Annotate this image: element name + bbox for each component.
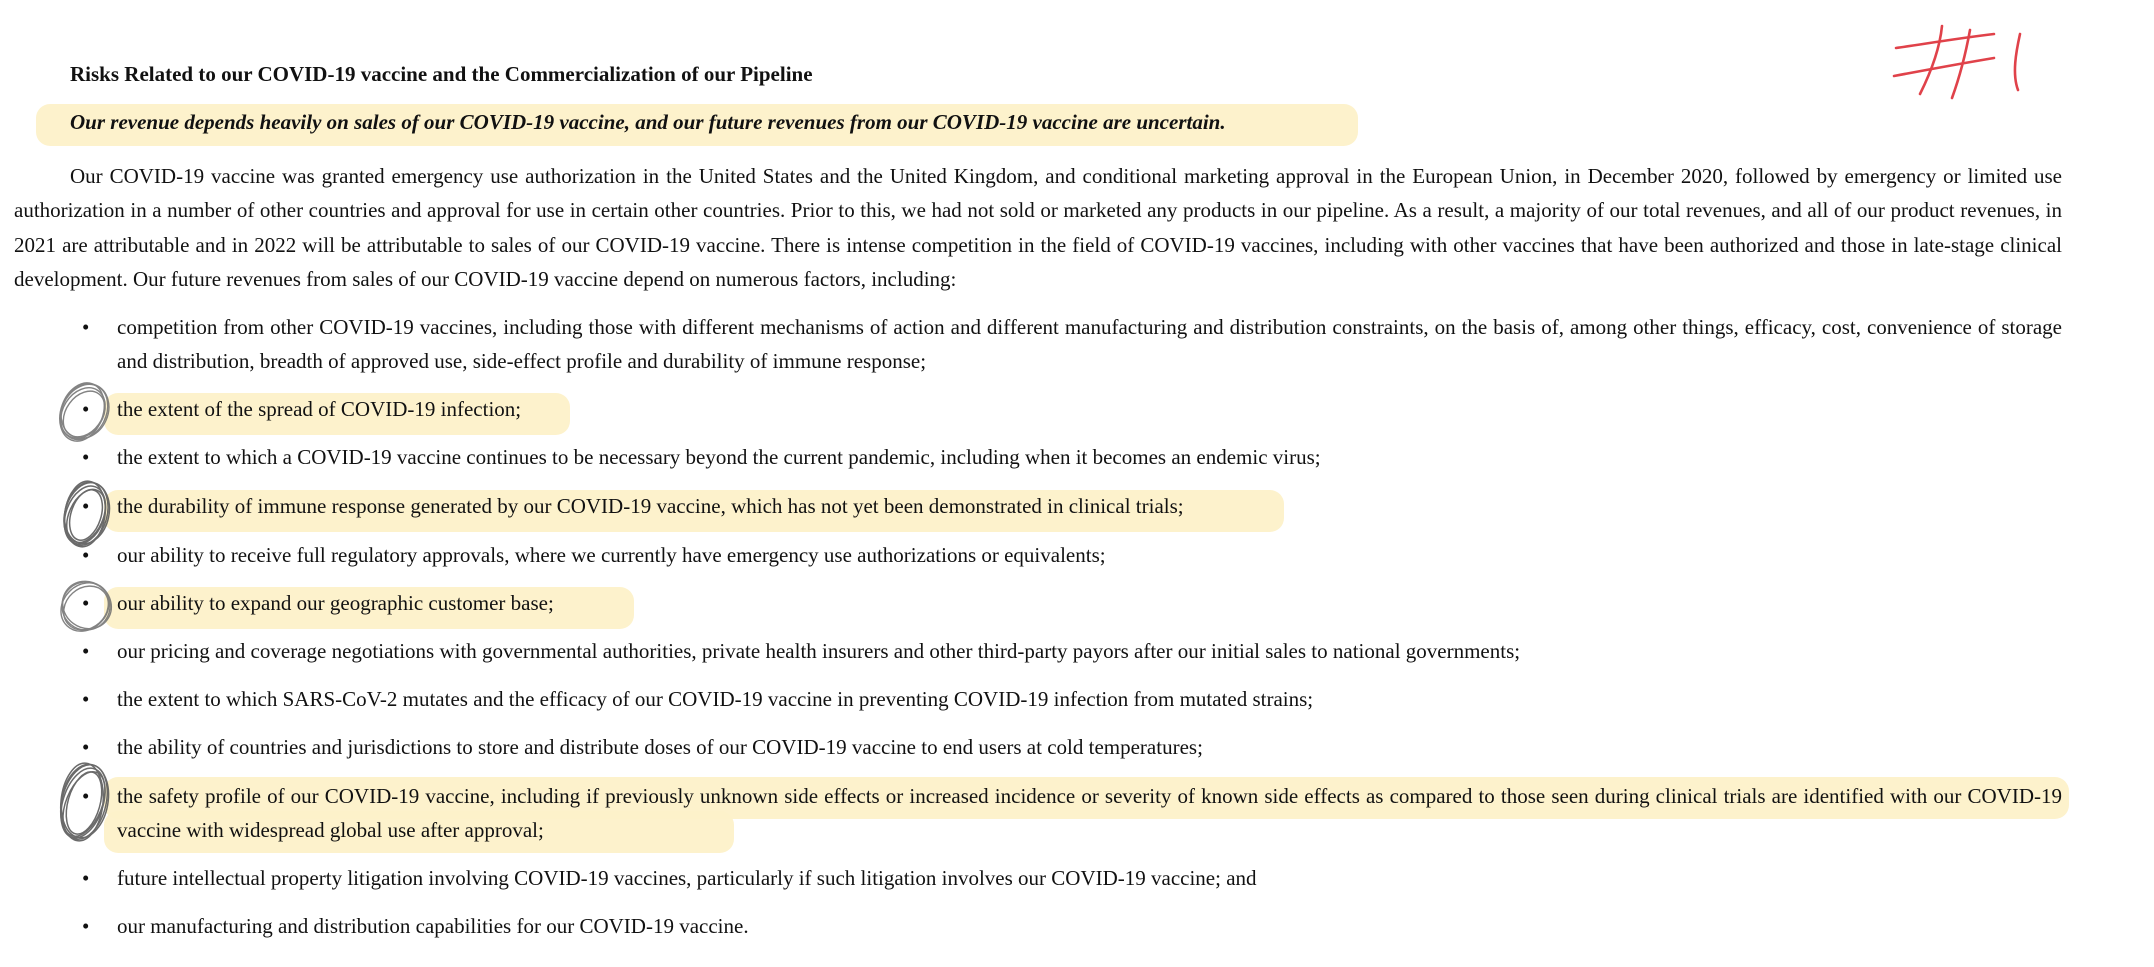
list-item [82, 310, 2062, 379]
list-item [82, 586, 2062, 620]
bullet-marker: • [82, 735, 90, 759]
list-item-text: the extent to which SARS-CoV-2 mutates and the efficacy of our COVID-19 vaccine in preventing COVID-19 infection from mutated strains; [117, 687, 1314, 711]
list-item [82, 489, 2062, 523]
list-item [82, 682, 2062, 716]
bullet-marker: • [82, 591, 90, 615]
handwritten-number-mark [1890, 18, 2050, 108]
bullet-marker: • [82, 639, 90, 663]
pencil-circle-icon [46, 756, 122, 850]
list-item [82, 779, 2062, 848]
pencil-circle-icon [52, 474, 122, 554]
bullet-marker: • [82, 543, 90, 567]
bullet-marker: • [82, 687, 90, 711]
list-item [82, 730, 2062, 764]
bullet-marker: • [82, 397, 90, 421]
pencil-circle-icon [50, 574, 122, 638]
bullet-marker: • [82, 784, 90, 808]
list-item [82, 440, 2062, 474]
list-item-text: competition from other COVID-19 vaccines, including those with different mechanisms of action and different manufacturing and distribution constraints, on the basis of, among other things, efficacy, cost, convenience of storage and distribution, breadth of approved use, side-effect profile and durability of immune response; [117, 315, 2062, 374]
list-item-text: the durability of immune response generated by our COVID-19 vaccine, which has not yet been demonstrated in clinical trials; [117, 494, 1184, 518]
bullet-marker: • [82, 866, 90, 890]
pencil-circle-icon [50, 376, 120, 448]
bullet-marker: • [82, 914, 90, 938]
body-paragraph: Our COVID-19 vaccine was granted emergency use authorization in the United States and the United Kingdom, and conditional marketing approval in the European Union, in December 2020, followed by emergency or limited use authorization in a number of other countries and approval for use in certain other countries. Prior to this, we had not sold or marketed any products in our pipeline. As a result, a majority of our total revenues, and all of our product revenues, in 2021 are attributable and in 2022 will be attributable to sales of our COVID-19 vaccine. There is intense competition in the field of COVID-19 vaccines, including with other vaccines that have been authorized and those in late-stage clinical development. Our future revenues from sales of our COVID-19 vaccine depend on numerous factors, including: [14, 164, 2062, 291]
bullet-marker: • [82, 315, 90, 339]
list-item [82, 538, 2062, 572]
list-item-text: future intellectual property litigation involving COVID-19 vaccines, particularly if such litigation involves our COVID-19 vaccine; and [117, 866, 1257, 890]
list-item [82, 634, 2062, 668]
list-item-text: our manufacturing and distribution capabilities for our COVID-19 vaccine. [117, 914, 749, 938]
list-item [82, 861, 2062, 895]
risk-subheading: Our revenue depends heavily on sales of our COVID-19 vaccine, and our future revenues from our COVID-19 vaccine are uncertain. [70, 110, 1226, 134]
list-item-text: our ability to expand our geographic customer base; [117, 591, 554, 615]
list-item-text: our pricing and coverage negotiations with governmental authorities, private health insurers and other third-party payors after our initial sales to national governments; [117, 639, 1521, 663]
bullet-marker: • [82, 494, 90, 518]
list-item-text: the extent of the spread of COVID-19 infection; [117, 397, 522, 421]
section-heading: Risks Related to our COVID-19 vaccine and the Commercialization of our Pipeline [70, 62, 813, 86]
list-item [82, 909, 2062, 943]
bullet-marker: • [82, 445, 90, 469]
list-item-text: the ability of countries and jurisdictions to store and distribute doses of our COVID-19 vaccine to end users at cold temperatures; [117, 735, 1203, 759]
list-item [82, 392, 2062, 426]
list-item-text: the extent to which a COVID-19 vaccine continues to be necessary beyond the current pandemic, including when it becomes an endemic virus; [117, 445, 1321, 469]
list-item-text: our ability to receive full regulatory approvals, where we currently have emergency use authorizations or equivalents; [117, 543, 1106, 567]
list-item-text: the safety profile of our COVID-19 vaccine, including if previously unknown side effects or increased incidence or severity of known side effects as compared to those seen during clinical trials are identified with our COVID-19 vaccine with widespread global use after approval; [117, 784, 2062, 843]
